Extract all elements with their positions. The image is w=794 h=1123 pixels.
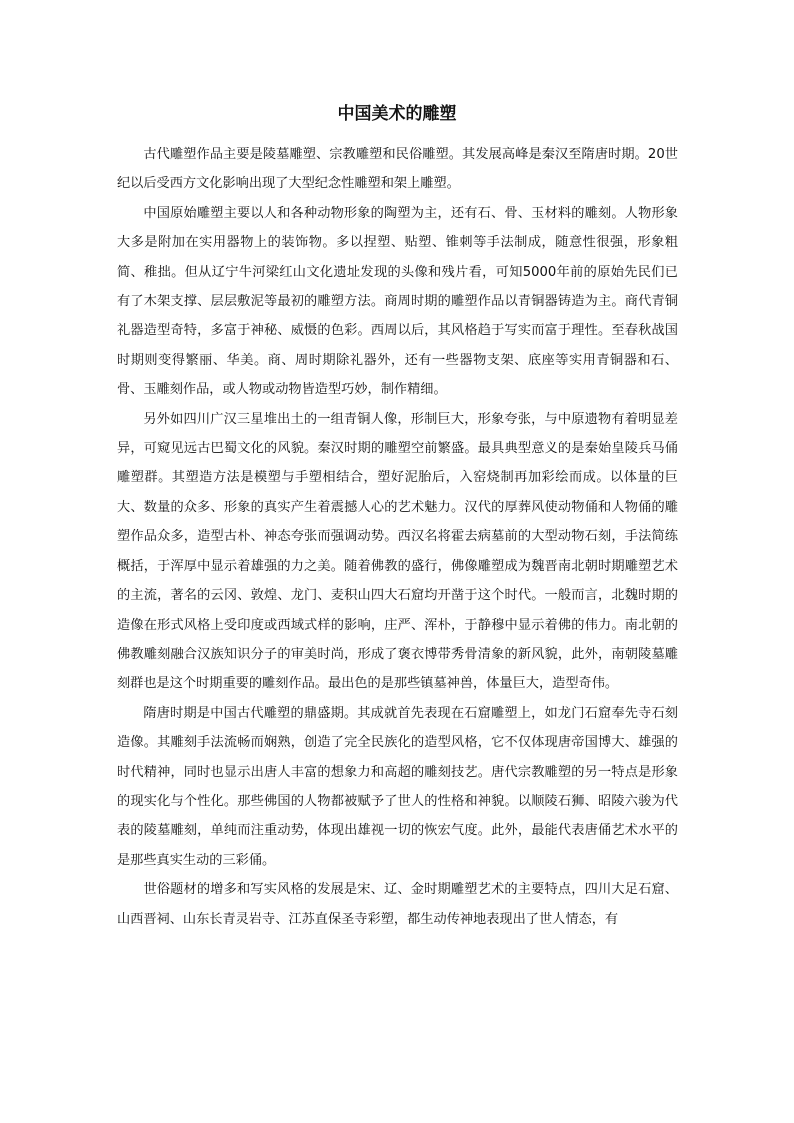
paragraph-sui-tang: 隋唐时期是中国古代雕塑的鼎盛期。其成就首先表现在石窟雕塑上，如龙门石窟奉先寺石刻造像。其雕刻手法流畅而娴熟，创造了完全民族化的造型风格，它不仅体现唐帝国博大、雄强的时代精神，同时也显示出唐人丰富的想象力和高超的雕刻技艺。唐代宗教雕塑的另一特点是形象的现实化与个性化。那些佛国的人物都被赋予了世人的性格和神貌。以顺陵石狮、昭陵六骏为代表的陵墓雕刻，单纯而注重动势，体现出雄视一切的恢宏气度。此外，最能代表唐俑艺术水平的是那些真实生动的三彩俑。 (117, 705, 678, 868)
paragraph-primitive-sculpture: 中国原始雕塑主要以人和各种动物形象的陶塑为主，还有石、骨、玉材料的雕刻。人物形象大多是附加在实用器物上的装饰物。多以捏塑、贴塑、锥刺等手法制成，随意性很强，形象粗简、稚拙。但从辽宁牛河梁红山文化遗址发现的头像和残片看，可知5000年前的原始先民们已有了木架支撑、层层敷泥等最初的雕塑方法。商周时期的雕塑作品以青铜器铸造为主。商代青铜礼器造型奇特，多富于神秘、威慑的色彩。西周以后，其风格趋于写实而富于理性。至春秋战国时期则变得繁丽、华美。商、周时期除礼器外，还有一些器物支架、底座等实用青铜器和石、骨、玉雕刻作品，或人物或动物皆造型巧妙，制作精细。 (117, 205, 678, 398)
paragraph-song-liao-jin: 世俗题材的增多和写实风格的发展是宋、辽、金时期雕塑艺术的主要特点，四川大足石窟、山西晋祠、山东长青灵岩寺、江苏直保圣寺彩塑，都生动传神地表现出了世人情态，有 (117, 882, 678, 927)
page-title: 中国美术的雕塑 (337, 104, 457, 124)
paragraph-sanxingdui-qinhan: 另外如四川广汉三星堆出土的一组青铜人像，形制巨大，形象夸张，与中原遗物有着明显差异，可窥见远古巴蜀文化的风貌。秦汉时期的雕塑空前繁盛。最具典型意义的是秦始皇陵兵马俑雕塑群。其塑造方法是模塑与手塑相结合，塑好泥胎后，入窑烧制再加彩绘而成。以体量的巨大、数量的众多、形象的真实产生着震撼人心的艺术魅力。汉代的厚葬风使动物俑和人物俑的雕塑作品众多，造型古朴、神态夸张而强调动势。西汉名将霍去病墓前的大型动物石刻，手法简练概括，于浑厚中显示着雄强的力之美。随着佛教的盛行，佛像雕塑成为魏晋南北朝时期雕塑艺术的主流，著名的云冈、敦煌、龙门、麦积山四大石窟均开凿于这个时代。一般而言，北魏时期的造像在形式风格上受印度或西域式样的影响，庄严、浑朴，于静穆中显示着佛的伟力。南北朝的佛教雕刻融合汉族知识分子的审美时尚，形成了褒衣博带秀骨清象的新风貌，此外，南朝陵墓雕刻群也是这个时期重要的雕刻作品。最出色的是那些镇墓神兽，体量巨大，造型奇伟。 (117, 411, 678, 692)
article-body (117, 140, 678, 934)
paragraph-intro: 古代雕塑作品主要是陵墓雕塑、宗教雕塑和民俗雕塑。其发展高峰是秦汉至隋唐时期。20世纪以后受西方文化影响出现了大型纪念性雕塑和架上雕塑。 (117, 147, 678, 192)
